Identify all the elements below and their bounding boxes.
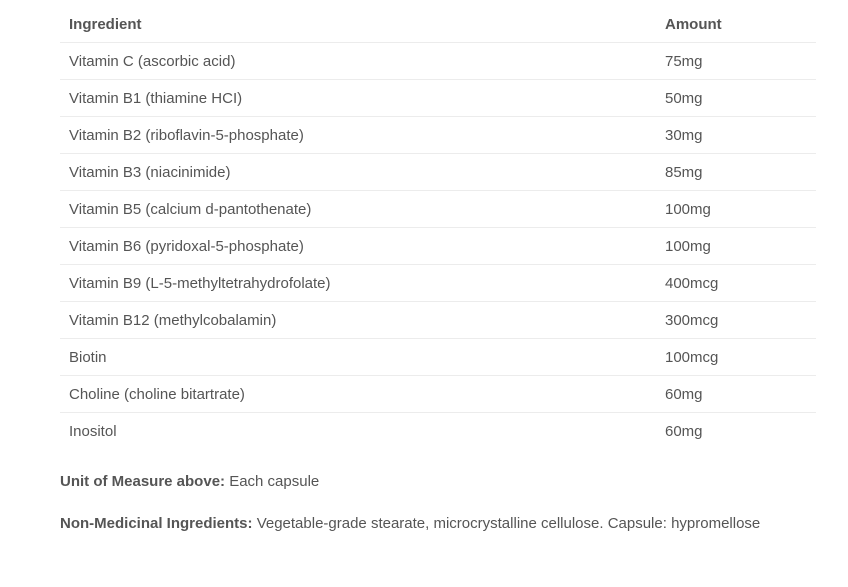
ingredient-cell: Vitamin B9 (L-5-methyltetrahydrofolate): [60, 265, 656, 302]
ingredient-cell: Vitamin B3 (niacinimide): [60, 154, 656, 191]
unit-of-measure-value: Each capsule: [229, 473, 320, 490]
unit-of-measure-label: Unit of Measure above:: [60, 473, 226, 490]
ingredient-cell: Vitamin B5 (calcium d-pantothenate): [60, 191, 656, 228]
table-row: [60, 265, 816, 302]
ingredient-cell: Vitamin B1 (thiamine HCI): [60, 80, 656, 117]
table-row: [60, 376, 816, 413]
table-header-row: [60, 6, 816, 43]
amount-cell: 100mcg: [656, 339, 816, 376]
table-row: [60, 191, 816, 228]
amount-cell: 75mg: [656, 43, 816, 80]
table-body: [60, 43, 816, 450]
amount-column-header: Amount: [656, 6, 816, 43]
amount-cell: 30mg: [656, 117, 816, 154]
ingredient-cell: Inositol: [69, 422, 117, 440]
ingredient-cell: Vitamin C (ascorbic acid): [60, 43, 656, 80]
table-row: [60, 117, 816, 154]
amount-cell: 300mcg: [656, 302, 816, 339]
amount-cell: 100mg: [656, 228, 816, 265]
ingredient-column-header: Ingredient: [60, 6, 656, 43]
amount-cell: 85mg: [656, 154, 816, 191]
amount-cell: 400mcg: [656, 265, 816, 302]
amount-cell: 50mg: [656, 80, 816, 117]
table-row: [60, 43, 816, 80]
non-medicinal-label: Non-Medicinal Ingredients:: [60, 515, 253, 532]
table-row: [60, 413, 816, 450]
amount-cell: 60mg: [656, 376, 816, 413]
table-row: [60, 228, 816, 265]
table-row: [60, 154, 816, 191]
ingredients-table: [60, 6, 816, 449]
ingredient-cell: Biotin: [60, 339, 656, 376]
non-medicinal-value: Vegetable-grade stearate, microcrystalline cellulose. Capsule: hypromellose: [256, 515, 761, 532]
table-row: [60, 339, 816, 376]
ingredient-cell: Vitamin B2 (riboflavin-5-phosphate): [60, 117, 656, 154]
table-row: [60, 80, 816, 117]
ingredients-table-container: [60, 6, 816, 449]
table-row: [60, 302, 816, 339]
ingredient-cell: Vitamin B12 (methylcobalamin): [60, 302, 656, 339]
non-medicinal-ingredients: [60, 515, 760, 532]
ingredient-cell: Choline (choline bitartrate): [60, 376, 656, 413]
ingredient-cell: Vitamin B6 (pyridoxal-5-phosphate): [60, 228, 656, 265]
amount-cell: 60mg: [665, 422, 703, 440]
unit-of-measure: [60, 473, 319, 490]
amount-cell: 100mg: [656, 191, 816, 228]
